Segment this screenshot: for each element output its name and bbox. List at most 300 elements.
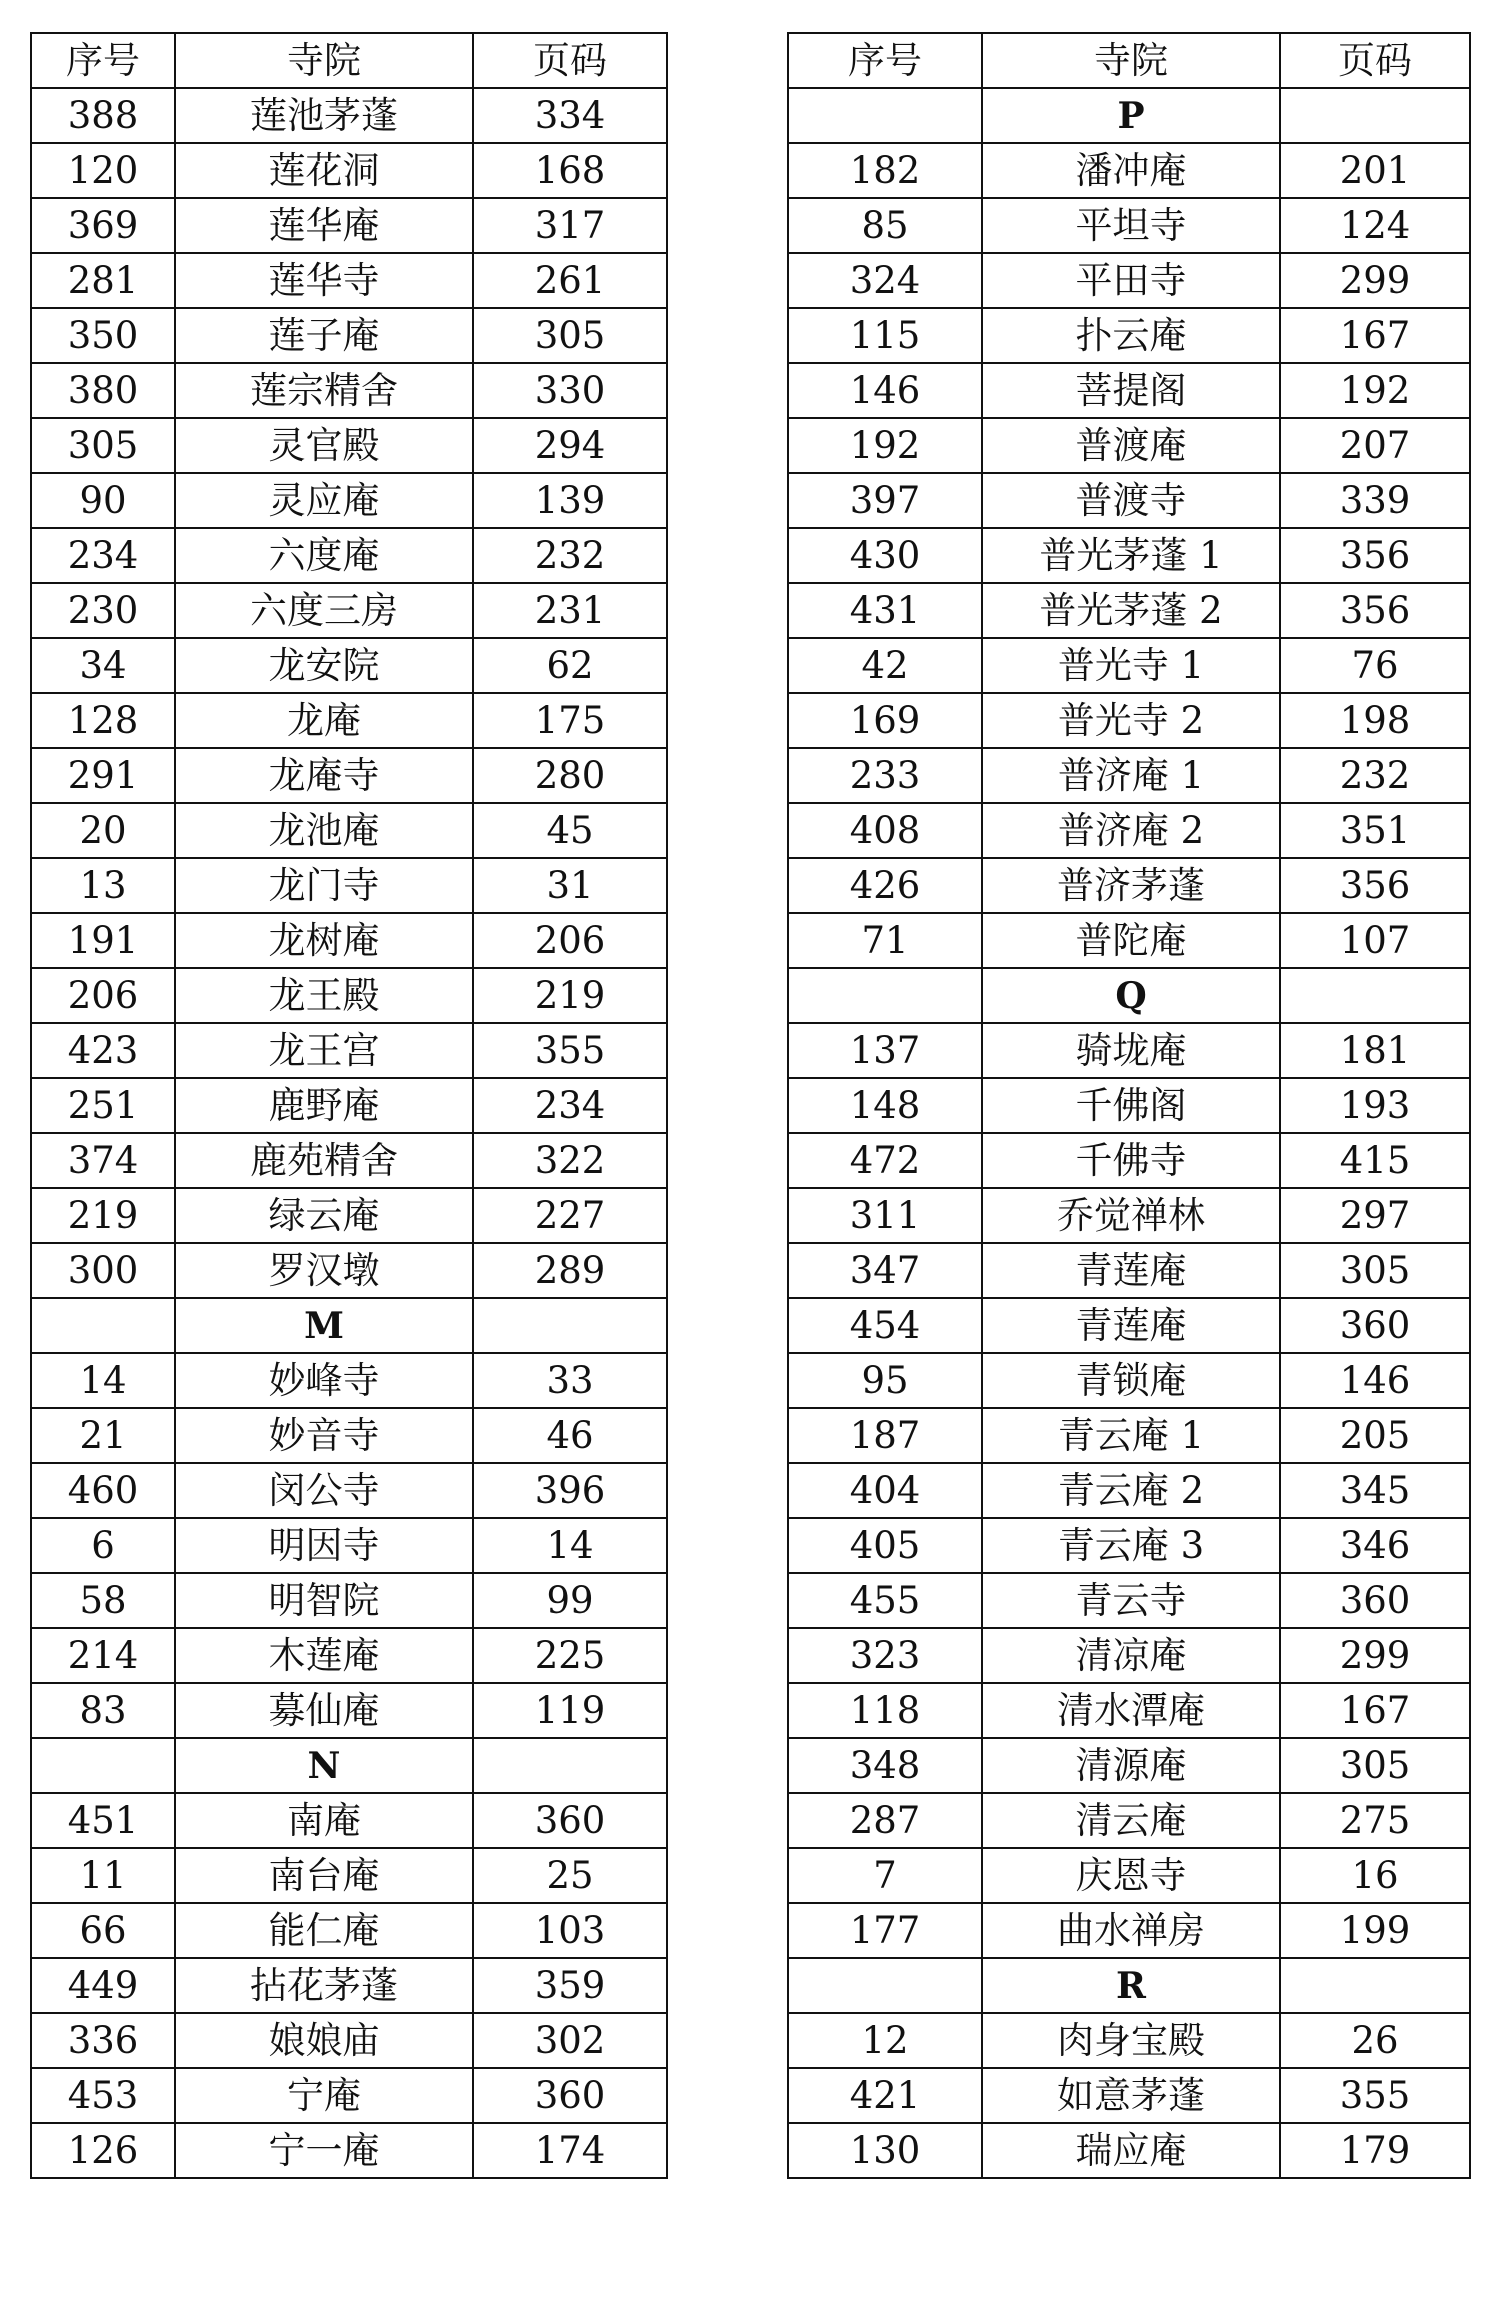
temple-cell: 千佛寺 xyxy=(982,1133,1280,1188)
seq-cell: 230 xyxy=(31,583,175,638)
seq-cell: 146 xyxy=(788,363,982,418)
page-cell: 207 xyxy=(1280,418,1470,473)
temple-cell: 六度庵 xyxy=(175,528,473,583)
temple-cell: 普渡庵 xyxy=(982,418,1280,473)
table-row xyxy=(788,1903,1470,1958)
table-row xyxy=(788,1848,1470,1903)
table-row xyxy=(31,1463,667,1518)
table-row xyxy=(31,1683,667,1738)
seq-cell: 426 xyxy=(788,858,982,913)
seq-cell: 388 xyxy=(31,88,175,143)
table-row xyxy=(788,1628,1470,1683)
table-row xyxy=(788,1078,1470,1133)
temple-cell: 闵公寺 xyxy=(175,1463,473,1518)
temple-cell: 鹿野庵 xyxy=(175,1078,473,1133)
seq-cell: 7 xyxy=(788,1848,982,1903)
table-row xyxy=(31,308,667,363)
temple-cell: 潘冲庵 xyxy=(982,143,1280,198)
table-row xyxy=(31,1628,667,1683)
table-header xyxy=(788,33,1470,88)
table-row xyxy=(31,88,667,143)
temple-cell: 龙安院 xyxy=(175,638,473,693)
temple-cell: 灵应庵 xyxy=(175,473,473,528)
temple-cell: 娘娘庙 xyxy=(175,2013,473,2068)
header-page: 页码 xyxy=(1280,33,1470,88)
page-cell: 205 xyxy=(1280,1408,1470,1463)
page-cell: 16 xyxy=(1280,1848,1470,1903)
page-cell: 355 xyxy=(473,1023,667,1078)
temple-cell: 六度三房 xyxy=(175,583,473,638)
temple-cell: 龙王殿 xyxy=(175,968,473,1023)
seq-cell: 21 xyxy=(31,1408,175,1463)
page-cell: 275 xyxy=(1280,1793,1470,1848)
temple-cell: 平坦寺 xyxy=(982,198,1280,253)
page-cell: 299 xyxy=(1280,1628,1470,1683)
table-row xyxy=(31,968,667,1023)
page-cell: 289 xyxy=(473,1243,667,1298)
page-cell xyxy=(1280,968,1470,1023)
table-row xyxy=(788,1188,1470,1243)
temple-cell: 龙庵 xyxy=(175,693,473,748)
page-cell xyxy=(473,1298,667,1353)
table-body xyxy=(31,88,667,2178)
table-row xyxy=(788,638,1470,693)
table-row xyxy=(31,2068,667,2123)
page-cell: 193 xyxy=(1280,1078,1470,1133)
seq-cell: 219 xyxy=(31,1188,175,1243)
table-row xyxy=(788,143,1470,198)
table-row xyxy=(788,913,1470,968)
seq-cell: 137 xyxy=(788,1023,982,1078)
header-page: 页码 xyxy=(473,33,667,88)
temple-cell: 普渡寺 xyxy=(982,473,1280,528)
seq-cell: 460 xyxy=(31,1463,175,1518)
temple-cell: 清水潭庵 xyxy=(982,1683,1280,1738)
seq-cell: 126 xyxy=(31,2123,175,2178)
temple-cell: 宁庵 xyxy=(175,2068,473,2123)
page-cell: 199 xyxy=(1280,1903,1470,1958)
page-cell: 356 xyxy=(1280,858,1470,913)
table-row xyxy=(31,1958,667,2013)
temple-cell: 宁一庵 xyxy=(175,2123,473,2178)
page-cell: 360 xyxy=(1280,1298,1470,1353)
table-row xyxy=(31,1023,667,1078)
temple-cell: 莲池茅蓬 xyxy=(175,88,473,143)
seq-cell: 454 xyxy=(788,1298,982,1353)
table-row xyxy=(788,418,1470,473)
section-header-row xyxy=(31,1298,667,1353)
page-cell: 198 xyxy=(1280,693,1470,748)
seq-cell: 206 xyxy=(31,968,175,1023)
seq-cell: 118 xyxy=(788,1683,982,1738)
temple-cell: 龙庵寺 xyxy=(175,748,473,803)
table-row xyxy=(31,418,667,473)
page-cell xyxy=(1280,88,1470,143)
page-cell: 334 xyxy=(473,88,667,143)
seq-cell: 336 xyxy=(31,2013,175,2068)
table-row xyxy=(31,1188,667,1243)
table-row xyxy=(788,308,1470,363)
temple-cell: 普光茅蓬 2 xyxy=(982,583,1280,638)
seq-cell: 397 xyxy=(788,473,982,528)
table-row xyxy=(31,528,667,583)
table-row xyxy=(31,1903,667,1958)
header-seq: 序号 xyxy=(31,33,175,88)
page-cell: 234 xyxy=(473,1078,667,1133)
page-cell: 232 xyxy=(1280,748,1470,803)
temple-cell: 清源庵 xyxy=(982,1738,1280,1793)
table-body xyxy=(788,88,1470,2178)
temple-cell: 绿云庵 xyxy=(175,1188,473,1243)
temple-cell: 青锁庵 xyxy=(982,1353,1280,1408)
temple-cell: 莲华寺 xyxy=(175,253,473,308)
page-cell: 14 xyxy=(473,1518,667,1573)
temple-cell: 清云庵 xyxy=(982,1793,1280,1848)
page-cell: 345 xyxy=(1280,1463,1470,1518)
temple-cell: 普光寺 1 xyxy=(982,638,1280,693)
seq-cell: 214 xyxy=(31,1628,175,1683)
temple-cell: 骑垅庵 xyxy=(982,1023,1280,1078)
seq-cell: 305 xyxy=(31,418,175,473)
page-cell: 317 xyxy=(473,198,667,253)
page-cell: 124 xyxy=(1280,198,1470,253)
page-cell: 305 xyxy=(473,308,667,363)
temple-cell: 普陀庵 xyxy=(982,913,1280,968)
header-row xyxy=(31,33,667,88)
section-header-row xyxy=(788,968,1470,1023)
seq-cell: 404 xyxy=(788,1463,982,1518)
temple-cell: 青云寺 xyxy=(982,1573,1280,1628)
temple-cell: 青莲庵 xyxy=(982,1298,1280,1353)
page-cell: 139 xyxy=(473,473,667,528)
table-row xyxy=(788,1023,1470,1078)
page-cell: 294 xyxy=(473,418,667,473)
page-cell: 62 xyxy=(473,638,667,693)
seq-cell: 380 xyxy=(31,363,175,418)
page-cell: 232 xyxy=(473,528,667,583)
seq-cell xyxy=(788,88,982,143)
table-row xyxy=(31,1518,667,1573)
page-cell: 46 xyxy=(473,1408,667,1463)
table-row xyxy=(31,198,667,253)
temple-cell: 莲宗精舍 xyxy=(175,363,473,418)
section-letter: N xyxy=(175,1738,473,1793)
seq-cell: 423 xyxy=(31,1023,175,1078)
page-cell: 297 xyxy=(1280,1188,1470,1243)
table-row xyxy=(788,1243,1470,1298)
header-temple: 寺院 xyxy=(175,33,473,88)
table-row xyxy=(788,1518,1470,1573)
seq-cell: 115 xyxy=(788,308,982,363)
page-cell: 299 xyxy=(1280,253,1470,308)
seq-cell: 324 xyxy=(788,253,982,308)
table-row xyxy=(788,1298,1470,1353)
temple-cell: 龙王宫 xyxy=(175,1023,473,1078)
seq-cell: 148 xyxy=(788,1078,982,1133)
seq-cell: 323 xyxy=(788,1628,982,1683)
seq-cell: 128 xyxy=(31,693,175,748)
page-cell: 167 xyxy=(1280,308,1470,363)
table-row xyxy=(31,693,667,748)
page-cell: 76 xyxy=(1280,638,1470,693)
seq-cell: 251 xyxy=(31,1078,175,1133)
page-cell: 346 xyxy=(1280,1518,1470,1573)
seq-cell: 6 xyxy=(31,1518,175,1573)
table-row xyxy=(788,1408,1470,1463)
temple-cell: 如意茅蓬 xyxy=(982,2068,1280,2123)
seq-cell: 233 xyxy=(788,748,982,803)
seq-cell: 12 xyxy=(788,2013,982,2068)
seq-cell: 421 xyxy=(788,2068,982,2123)
table-row xyxy=(31,803,667,858)
page-cell: 206 xyxy=(473,913,667,968)
page-cell: 26 xyxy=(1280,2013,1470,2068)
index-table-left xyxy=(30,32,668,2179)
seq-cell: 430 xyxy=(788,528,982,583)
seq-cell xyxy=(31,1298,175,1353)
page-cell: 227 xyxy=(473,1188,667,1243)
page-cell: 330 xyxy=(473,363,667,418)
seq-cell: 281 xyxy=(31,253,175,308)
seq-cell: 311 xyxy=(788,1188,982,1243)
table-row xyxy=(31,858,667,913)
page-cell: 396 xyxy=(473,1463,667,1518)
temple-cell: 普光寺 2 xyxy=(982,693,1280,748)
seq-cell: 455 xyxy=(788,1573,982,1628)
table-row xyxy=(31,253,667,308)
temple-cell: 南台庵 xyxy=(175,1848,473,1903)
seq-cell: 408 xyxy=(788,803,982,858)
page-cell: 322 xyxy=(473,1133,667,1188)
seq-cell: 13 xyxy=(31,858,175,913)
temple-cell: 妙峰寺 xyxy=(175,1353,473,1408)
seq-cell: 291 xyxy=(31,748,175,803)
temple-cell: 龙门寺 xyxy=(175,858,473,913)
temple-cell: 普光茅蓬 1 xyxy=(982,528,1280,583)
temple-cell: 青莲庵 xyxy=(982,1243,1280,1298)
seq-cell xyxy=(788,968,982,1023)
seq-cell: 472 xyxy=(788,1133,982,1188)
seq-cell: 14 xyxy=(31,1353,175,1408)
page-cell: 356 xyxy=(1280,583,1470,638)
seq-cell: 177 xyxy=(788,1903,982,1958)
temple-cell: 曲水禅房 xyxy=(982,1903,1280,1958)
seq-cell: 83 xyxy=(31,1683,175,1738)
temple-cell: 瑞应庵 xyxy=(982,2123,1280,2178)
seq-cell: 169 xyxy=(788,693,982,748)
table-row xyxy=(788,1133,1470,1188)
table-row xyxy=(31,1078,667,1133)
table-row xyxy=(788,253,1470,308)
header-row xyxy=(788,33,1470,88)
page-cell: 351 xyxy=(1280,803,1470,858)
table-row xyxy=(788,2013,1470,2068)
table-row xyxy=(31,143,667,198)
page-cell: 175 xyxy=(473,693,667,748)
page-cell: 31 xyxy=(473,858,667,913)
seq-cell xyxy=(788,1958,982,2013)
seq-cell: 120 xyxy=(31,143,175,198)
seq-cell: 405 xyxy=(788,1518,982,1573)
temple-cell: 募仙庵 xyxy=(175,1683,473,1738)
page-cell: 415 xyxy=(1280,1133,1470,1188)
seq-cell: 374 xyxy=(31,1133,175,1188)
table-row xyxy=(788,2068,1470,2123)
seq-cell: 42 xyxy=(788,638,982,693)
index-table-right xyxy=(787,32,1471,2179)
table-row xyxy=(788,748,1470,803)
seq-cell: 449 xyxy=(31,1958,175,2013)
seq-cell: 300 xyxy=(31,1243,175,1298)
temple-cell: 龙池庵 xyxy=(175,803,473,858)
page-cell: 360 xyxy=(1280,1573,1470,1628)
temple-cell: 普济庵 1 xyxy=(982,748,1280,803)
section-header-row xyxy=(31,1738,667,1793)
table-row xyxy=(31,1408,667,1463)
page-cell: 107 xyxy=(1280,913,1470,968)
seq-cell: 191 xyxy=(31,913,175,968)
seq-cell: 234 xyxy=(31,528,175,583)
table-row xyxy=(31,1133,667,1188)
seq-cell: 85 xyxy=(788,198,982,253)
page-cell: 219 xyxy=(473,968,667,1023)
page-cell: 305 xyxy=(1280,1243,1470,1298)
page-cell: 360 xyxy=(473,1793,667,1848)
page-cell: 119 xyxy=(473,1683,667,1738)
page-cell: 231 xyxy=(473,583,667,638)
page-cell: 25 xyxy=(473,1848,667,1903)
temple-cell: 南庵 xyxy=(175,1793,473,1848)
temple-cell: 龙树庵 xyxy=(175,913,473,968)
table-row xyxy=(788,1353,1470,1408)
header-temple: 寺院 xyxy=(982,33,1280,88)
section-letter: P xyxy=(982,88,1280,143)
table-row xyxy=(31,1573,667,1628)
table-row xyxy=(31,1848,667,1903)
table-row xyxy=(31,913,667,968)
page-cell: 33 xyxy=(473,1353,667,1408)
seq-cell: 451 xyxy=(31,1793,175,1848)
seq-cell: 71 xyxy=(788,913,982,968)
temple-cell: 肉身宝殿 xyxy=(982,2013,1280,2068)
page-cell: 302 xyxy=(473,2013,667,2068)
seq-cell: 34 xyxy=(31,638,175,693)
seq-cell: 369 xyxy=(31,198,175,253)
temple-cell: 莲华庵 xyxy=(175,198,473,253)
temple-cell: 平田寺 xyxy=(982,253,1280,308)
table-row xyxy=(31,363,667,418)
temple-cell: 庆恩寺 xyxy=(982,1848,1280,1903)
page-cell: 360 xyxy=(473,2068,667,2123)
seq-cell: 192 xyxy=(788,418,982,473)
temple-cell: 千佛阁 xyxy=(982,1078,1280,1133)
temple-cell: 能仁庵 xyxy=(175,1903,473,1958)
seq-cell xyxy=(31,1738,175,1793)
page-cell: 99 xyxy=(473,1573,667,1628)
section-header-row xyxy=(788,88,1470,143)
seq-cell: 453 xyxy=(31,2068,175,2123)
temple-cell: 青云庵 3 xyxy=(982,1518,1280,1573)
header-seq: 序号 xyxy=(788,33,982,88)
page-cell: 45 xyxy=(473,803,667,858)
temple-cell: 普济茅蓬 xyxy=(982,858,1280,913)
table-row xyxy=(788,363,1470,418)
page-cell: 280 xyxy=(473,748,667,803)
page-cell: 192 xyxy=(1280,363,1470,418)
table-row xyxy=(788,1683,1470,1738)
table-row xyxy=(788,693,1470,748)
temple-cell: 拈花茅蓬 xyxy=(175,1958,473,2013)
section-header-row xyxy=(788,1958,1470,2013)
seq-cell: 431 xyxy=(788,583,982,638)
table-row xyxy=(31,473,667,528)
seq-cell: 90 xyxy=(31,473,175,528)
table-row xyxy=(788,198,1470,253)
section-letter: R xyxy=(982,1958,1280,2013)
seq-cell: 287 xyxy=(788,1793,982,1848)
seq-cell: 11 xyxy=(31,1848,175,1903)
page-cell: 174 xyxy=(473,2123,667,2178)
seq-cell: 130 xyxy=(788,2123,982,2178)
table-row xyxy=(788,1738,1470,1793)
table-row xyxy=(31,748,667,803)
table-row xyxy=(788,1573,1470,1628)
temple-cell: 莲子庵 xyxy=(175,308,473,363)
temple-cell: 莲花洞 xyxy=(175,143,473,198)
table-row xyxy=(31,1793,667,1848)
table-row xyxy=(788,473,1470,528)
temple-cell: 菩提阁 xyxy=(982,363,1280,418)
seq-cell: 58 xyxy=(31,1573,175,1628)
table-row xyxy=(788,528,1470,583)
temple-cell: 妙音寺 xyxy=(175,1408,473,1463)
temple-cell: 罗汉墩 xyxy=(175,1243,473,1298)
table-row xyxy=(31,638,667,693)
temple-cell: 清凉庵 xyxy=(982,1628,1280,1683)
page-cell: 167 xyxy=(1280,1683,1470,1738)
seq-cell: 182 xyxy=(788,143,982,198)
page-cell: 356 xyxy=(1280,528,1470,583)
table-row xyxy=(788,1463,1470,1518)
temple-cell: 乔觉禅林 xyxy=(982,1188,1280,1243)
table-row xyxy=(31,2123,667,2178)
table-row xyxy=(788,2123,1470,2178)
page-cell xyxy=(473,1738,667,1793)
seq-cell: 347 xyxy=(788,1243,982,1298)
table-row xyxy=(31,1353,667,1408)
table-row xyxy=(31,2013,667,2068)
seq-cell: 95 xyxy=(788,1353,982,1408)
table-row xyxy=(31,583,667,638)
temple-cell: 扑云庵 xyxy=(982,308,1280,363)
temple-cell: 青云庵 2 xyxy=(982,1463,1280,1518)
temple-cell: 灵官殿 xyxy=(175,418,473,473)
page-cell: 179 xyxy=(1280,2123,1470,2178)
temple-cell: 明因寺 xyxy=(175,1518,473,1573)
temple-cell: 木莲庵 xyxy=(175,1628,473,1683)
page-cell: 359 xyxy=(473,1958,667,2013)
page-cell xyxy=(1280,1958,1470,2013)
seq-cell: 187 xyxy=(788,1408,982,1463)
page-cell: 146 xyxy=(1280,1353,1470,1408)
page-cell: 339 xyxy=(1280,473,1470,528)
table-row xyxy=(788,583,1470,638)
seq-cell: 20 xyxy=(31,803,175,858)
page-cell: 355 xyxy=(1280,2068,1470,2123)
table-row xyxy=(788,803,1470,858)
table-header xyxy=(31,33,667,88)
temple-cell: 明智院 xyxy=(175,1573,473,1628)
